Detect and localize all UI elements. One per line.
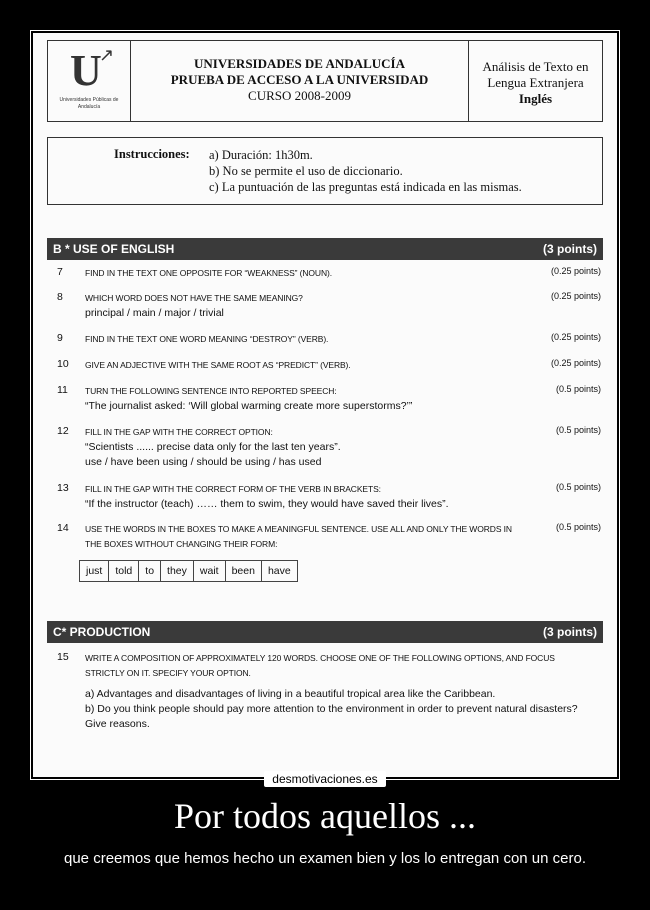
- question-points: (0.5 points): [555, 522, 601, 532]
- question-instruction: WHICH WORD DOES NOT HAVE THE SAME MEANING?: [85, 293, 303, 303]
- instructions-lines: [209, 147, 522, 195]
- exam-subject: [469, 41, 602, 121]
- subject-line-3: Inglés: [518, 91, 553, 106]
- brand-wrap: [0, 770, 650, 788]
- exam-title-line-3: CURSO 2008-2009: [248, 88, 351, 103]
- question-number: 10: [57, 358, 69, 370]
- question-instruction: GIVE AN ADJECTIVE WITH THE SAME ROOT AS “PREDICT” (VERB).: [85, 360, 351, 370]
- question-text: [85, 291, 525, 321]
- question-points: (0.25 points): [550, 358, 601, 368]
- question-number: 13: [57, 482, 69, 494]
- exam-title: [131, 41, 469, 121]
- instruction-c: c) La puntuación de las preguntas está indicada en las mismas.: [209, 180, 522, 194]
- exam-title-line-1: UNIVERSIDADES DE ANDALUCÍA: [194, 56, 405, 71]
- question-text: [85, 425, 525, 470]
- word-box: just: [80, 561, 109, 581]
- question-points: (0.5 points): [555, 384, 601, 394]
- logo-mark: U: [70, 46, 102, 95]
- word-box: have: [267, 565, 291, 577]
- question-points: (0.5 points): [555, 482, 601, 492]
- instruction-b: b) No se permite el uso de diccionario.: [209, 164, 403, 178]
- question-instruction: FILL IN THE GAP WITH THE CORRECT FORM OF THE VERB IN BRACKETS:: [85, 484, 381, 494]
- poster-description: que creemos que hemos hecho un examen bien y los lo entregan con un cero.: [64, 850, 586, 867]
- word-box: to: [139, 561, 161, 581]
- exam-header: [47, 40, 603, 122]
- question-number: 12: [57, 425, 69, 437]
- word-box: been: [226, 561, 262, 581]
- question-number: 11: [57, 384, 68, 396]
- composition-instruction: WRITE A COMPOSITION OF APPROXIMATELY 120 WORDS. CHOOSE ONE OF THE FOLLOWING OPTIONS, AND FOCUS STRICTLY ON IT. SPECIFY YOUR OPTION.: [85, 653, 555, 678]
- exam-sheet: [33, 33, 617, 777]
- question-number: 15: [57, 651, 69, 663]
- subject-line-1: Análisis de Texto en: [482, 59, 589, 74]
- question-instruction: FIND IN THE TEXT ONE WORD MEANING “DESTROY” (VERB).: [85, 334, 329, 344]
- question-instruction: TURN THE FOLLOWING SENTENCE INTO REPORTED SPEECH:: [85, 386, 337, 396]
- subject-line-2: Lengua Extranjera: [487, 75, 584, 90]
- instructions-label: Instrucciones:: [114, 147, 190, 161]
- word-box: told: [109, 561, 139, 581]
- logo-text: Universidades Públicas de Andalucía: [59, 97, 119, 110]
- instructions-box: [47, 137, 603, 205]
- option-b: b) Do you think people should pay more attention to the environment in order to prevent natural disasters? Give reasons.: [85, 703, 578, 730]
- section-b-points: (3 points): [543, 242, 597, 256]
- word-box: they: [161, 561, 194, 581]
- question-points: (0.5 points): [555, 425, 601, 435]
- question-number: 8: [57, 291, 63, 303]
- site-brand[interactable]: desmotivaciones.es: [264, 771, 385, 787]
- question-text: [85, 384, 525, 414]
- section-c-title: C* PRODUCTION: [53, 625, 151, 639]
- section-b-header: [47, 238, 603, 260]
- question-instruction: USE THE WORDS IN THE BOXES TO MAKE A MEANINGFUL SENTENCE. USE ALL AND ONLY THE WORDS IN THE BOXES WITHOUT CHANGING THEIR FORM:: [85, 524, 512, 549]
- question-detail: principal / main / major / trivial: [85, 307, 224, 319]
- logo-arrow-icon: ↗: [99, 45, 115, 65]
- word-boxes: [79, 560, 298, 582]
- section-c-header: [47, 621, 603, 643]
- question-detail: “If the instructor (teach) …… them to swim, they would have saved their lives”.: [85, 498, 449, 510]
- word-box: wait: [194, 561, 226, 581]
- question-text: [85, 266, 525, 281]
- question-text: [85, 482, 525, 512]
- question-text: [85, 522, 525, 552]
- question-text: [85, 332, 525, 347]
- question-number: 14: [57, 522, 69, 534]
- question-instruction: FILL IN THE GAP WITH THE CORRECT OPTION:: [85, 427, 273, 437]
- instruction-a: a) Duración: 1h30m.: [209, 148, 313, 162]
- poster-title: Por todos aquellos ...: [174, 796, 476, 836]
- question-instruction: FIND IN THE TEXT ONE OPPOSITE FOR “WEAKNESS” (NOUN).: [85, 268, 332, 278]
- option-a: a) Advantages and disadvantages of living in a beautiful tropical area like the Caribbean.: [85, 688, 496, 700]
- question-number: 7: [57, 266, 63, 278]
- section-c-points: (3 points): [543, 625, 597, 639]
- section-b-title: B * USE OF ENGLISH: [53, 242, 175, 256]
- question-text: [85, 651, 590, 732]
- question-text: [85, 358, 525, 373]
- question-points: (0.25 points): [550, 332, 601, 342]
- university-logo: [48, 41, 131, 121]
- question-detail: “Scientists ...... precise data only for the last ten years”.: [85, 441, 341, 453]
- question-points: (0.25 points): [550, 266, 601, 276]
- question-detail: “The journalist asked: ‘Will global warming create more superstorms?’”: [85, 400, 413, 412]
- question-points: (0.25 points): [550, 291, 601, 301]
- question-number: 9: [57, 332, 63, 344]
- question-detail: use / have been using / should be using / has used: [85, 456, 322, 468]
- exam-title-line-2: PRUEBA DE ACCESO A LA UNIVERSIDAD: [170, 72, 429, 87]
